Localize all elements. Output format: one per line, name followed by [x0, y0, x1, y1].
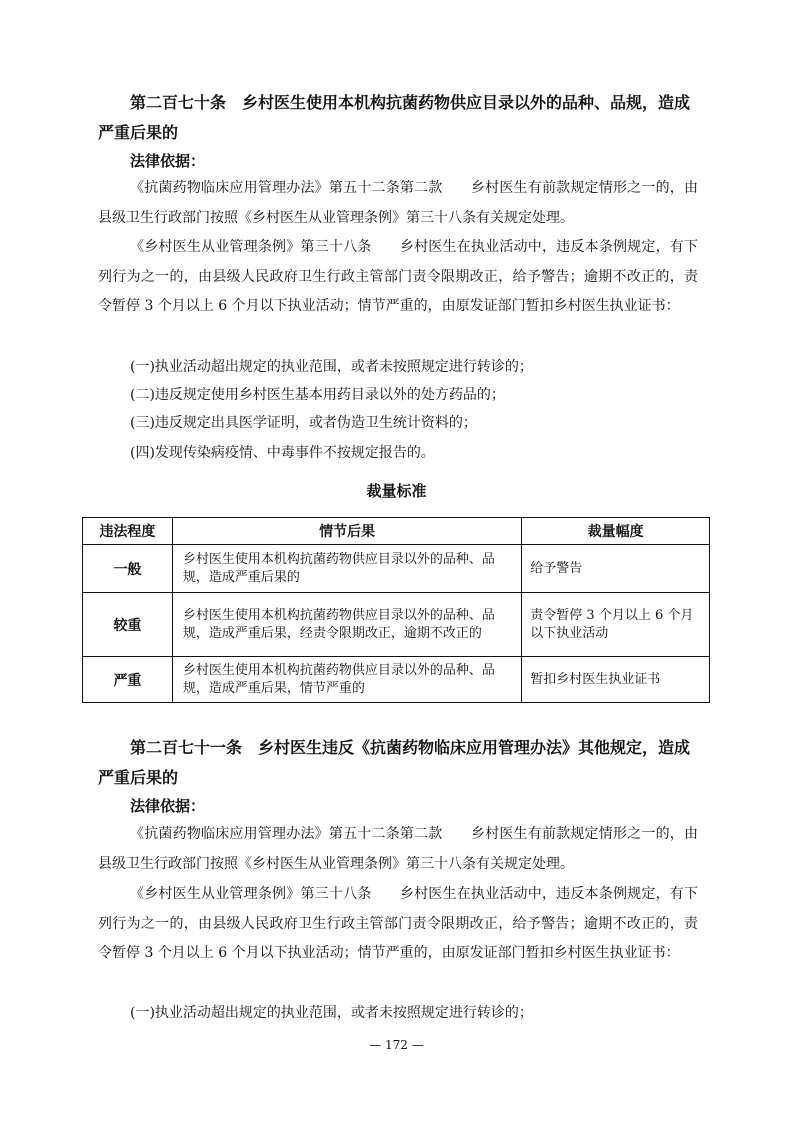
table-row — [83, 545, 710, 593]
table-header-consequence: 情节后果 — [172, 518, 521, 545]
article-271-basis-paragraph-2: 《乡村医生从业管理条例》第三十八条 乡村医生在执业活动中，违反本条例规定，有下列行为之一的，由县级人民政府卫生行政主管部门责令限期改正，给予警告；逾期不改正的，责令暂停 3 个月以上 6 个月以下执业活动；情节严重的，由原发证部门暂扣乡村医生执业证书： — [98, 886, 698, 961]
article-270-title: 第二百七十条 乡村医生使用本机构抗菌药物供应目录以外的品种、品规，造成严重后果的 — [98, 93, 691, 142]
table-cell-range: 暂扣乡村医生执业证书 — [522, 657, 710, 703]
table-header-range: 裁量幅度 — [522, 518, 710, 545]
article-271-item-1: (一)执业活动超出规定的执业范围，或者未按照规定进行转诊的； — [130, 1005, 533, 1021]
article-271-basis-paragraph-1: 《抗菌药物临床应用管理办法》第五十二条第二款 乡村医生有前款规定情形之一的，由县级卫生行政部门按照《乡村医生从业管理条例》第三十八条有关规定处理。 — [98, 826, 698, 872]
table-cell-consequence: 乡村医生使用本机构抗菌药物供应目录以外的品种、品规，造成严重后果，情节严重的 — [172, 657, 521, 703]
article-270-basis-paragraph-2: 《乡村医生从业管理条例》第三十八条 乡村医生在执业活动中，违反本条例规定，有下列行为之一的，由县级人民政府卫生行政主管部门责令限期改正，给予警告；逾期不改正的，责令暂停 3 个月以上 6 个月以下执业活动；情节严重的，由原发证部门暂扣乡村医生执业证书： — [98, 239, 698, 314]
table-cell-range: 给予警告 — [522, 545, 710, 593]
table-cell-consequence: 乡村医生使用本机构抗菌药物供应目录以外的品种、品规，造成严重后果，经责令限期改正，逾期不改正的 — [172, 593, 521, 657]
table-title: 裁量标准 — [366, 482, 427, 500]
article-271-legal-basis-label: 法律依据： — [130, 797, 206, 815]
article-270-item-1: (一)执业活动超出规定的执业范围，或者未按照规定进行转诊的； — [130, 359, 533, 375]
article-270-legal-basis-label: 法律依据： — [130, 152, 206, 170]
table-cell-degree: 较重 — [83, 593, 173, 657]
discretion-standard-table — [82, 517, 710, 703]
page-number: — 172 — — [369, 1038, 424, 1052]
table-header-row — [83, 518, 710, 545]
article-270-item-3: (三)违反规定出具医学证明，或者伪造卫生统计资料的； — [130, 415, 477, 431]
table-cell-degree: 一般 — [83, 545, 173, 593]
table-row — [83, 593, 710, 657]
article-270-basis-paragraph-1: 《抗菌药物临床应用管理办法》第五十二条第二款 乡村医生有前款规定情形之一的，由县级卫生行政部门按照《乡村医生从业管理条例》第三十八条有关规定处理。 — [98, 180, 698, 226]
table-cell-degree: 严重 — [83, 657, 173, 703]
table-row — [83, 657, 710, 703]
table-cell-range: 责令暂停 3 个月以上 6 个月以下执业活动 — [522, 593, 710, 657]
table-cell-consequence: 乡村医生使用本机构抗菌药物供应目录以外的品种、品规，造成严重后果的 — [172, 545, 521, 593]
article-271-title: 第二百七十一条 乡村医生违反《抗菌药物临床应用管理办法》其他规定，造成严重后果的 — [98, 738, 691, 787]
article-270-item-4: (四)发现传染病疫情、中毒事件不按规定报告的。 — [130, 445, 435, 461]
table-header-degree: 违法程度 — [83, 518, 173, 545]
article-270-item-2: (二)违反规定使用乡村医生基本用药目录以外的处方药品的； — [130, 387, 505, 403]
